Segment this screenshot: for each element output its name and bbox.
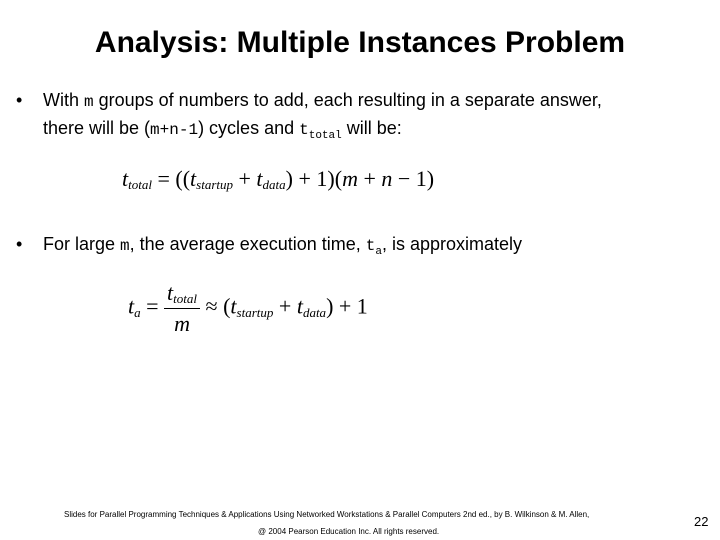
slide-title: Analysis: Multiple Instances Problem: [94, 26, 626, 59]
footer-citation: Slides for Parallel Programming Techniques & Applications Using Networked Workstations & Parallel Computers 2nd ed., by B. Wilkinson & M. Allen,: [64, 510, 590, 519]
code-t-total: t: [299, 121, 309, 139]
code-m: m: [84, 93, 94, 111]
page-number: 22: [694, 514, 709, 529]
footer-copyright: @ 2004 Pearson Education Inc. All rights reserved.: [258, 527, 440, 536]
bullet-2-text: For large m, the average execution time, $t_a$, is approximately: [43, 234, 523, 258]
equation-t-a: $t_a$ = $\frac{t_{total}}{m}$ ≈ $(t_{startup} + t_{data}) + 1$: [128, 280, 368, 336]
bullet-1-text: With m groups of numbers to add, each resulting in a separate answer, there will be (m+n-1) cycles and $t_{total}$ will be:: [43, 90, 602, 142]
code-m: m: [120, 237, 130, 255]
code-t-a: t: [365, 237, 376, 255]
code-cycles: m+n-1: [150, 121, 199, 139]
bullet-1: [16, 87, 696, 145]
bullet-2: [16, 231, 696, 261]
bullet-dot: •: [16, 90, 23, 110]
equation-t-total: $t_{total} = ((t_{startup} + t_{data}) + 1)(m + n - 1)$: [122, 166, 435, 192]
fraction-t-total-over-m: $\frac{t_{total}}{m}$: [164, 280, 200, 337]
bullet-dot: •: [16, 234, 23, 254]
